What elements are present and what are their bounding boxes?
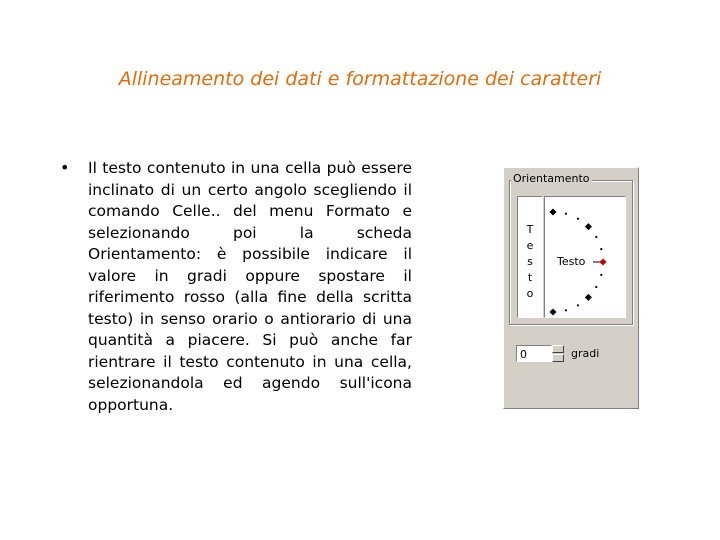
orientation-panel [503, 167, 639, 409]
bullet-text: Il testo contenuto in una cella può essere inclinato di un certo angolo scegliendo il comando Celle.. del menu Formato e selezionando poi la scheda Orientamento: è possibile indicare il valore in gradi oppure spostare il riferimento rosso (alla fine della scritta testo) in senso orario o antiorario di una quantità a piacere. Si può anche far rientrare il testo contenuto in una cella, selezionandola ed agendo sull'icona opportuna. [88, 159, 412, 414]
dial-minor-tick [600, 274, 602, 276]
dial-minor-tick [595, 286, 597, 288]
degrees-label: gradi [571, 347, 600, 360]
vertical-letter: s [527, 255, 533, 268]
vertical-text-option[interactable] [517, 196, 543, 318]
vertical-letter: t [527, 271, 533, 284]
spin-down-button[interactable] [552, 354, 564, 362]
dial-pointer-handle [599, 258, 606, 265]
dial-minor-tick [577, 218, 579, 220]
dial-minor-tick [565, 213, 567, 215]
degrees-input[interactable]: 0 [516, 345, 552, 362]
dial-text-label: Testo [557, 255, 586, 268]
dial-minor-tick [595, 236, 597, 238]
degrees-spinner[interactable] [552, 345, 564, 362]
dial-minor-tick [600, 248, 602, 250]
dial-minor-tick [565, 309, 567, 311]
orientation-group-label: Orientamento [513, 172, 590, 185]
dial-major-tick [549, 308, 556, 315]
bullet-dot: • [60, 158, 70, 177]
spin-up-button[interactable] [552, 345, 564, 353]
dial-minor-tick [577, 304, 579, 306]
dial-major-tick [585, 294, 592, 301]
vertical-letter: e [526, 239, 534, 252]
dial-major-tick [585, 223, 592, 230]
vertical-letter: o [526, 287, 534, 300]
orientation-dial[interactable] [544, 196, 626, 318]
slide-title: Allineamento dei dati e formattazione dei caratteri [118, 68, 602, 90]
bullet-item [60, 158, 412, 416]
vertical-letter: T [526, 223, 534, 236]
dial-major-tick [549, 208, 556, 215]
